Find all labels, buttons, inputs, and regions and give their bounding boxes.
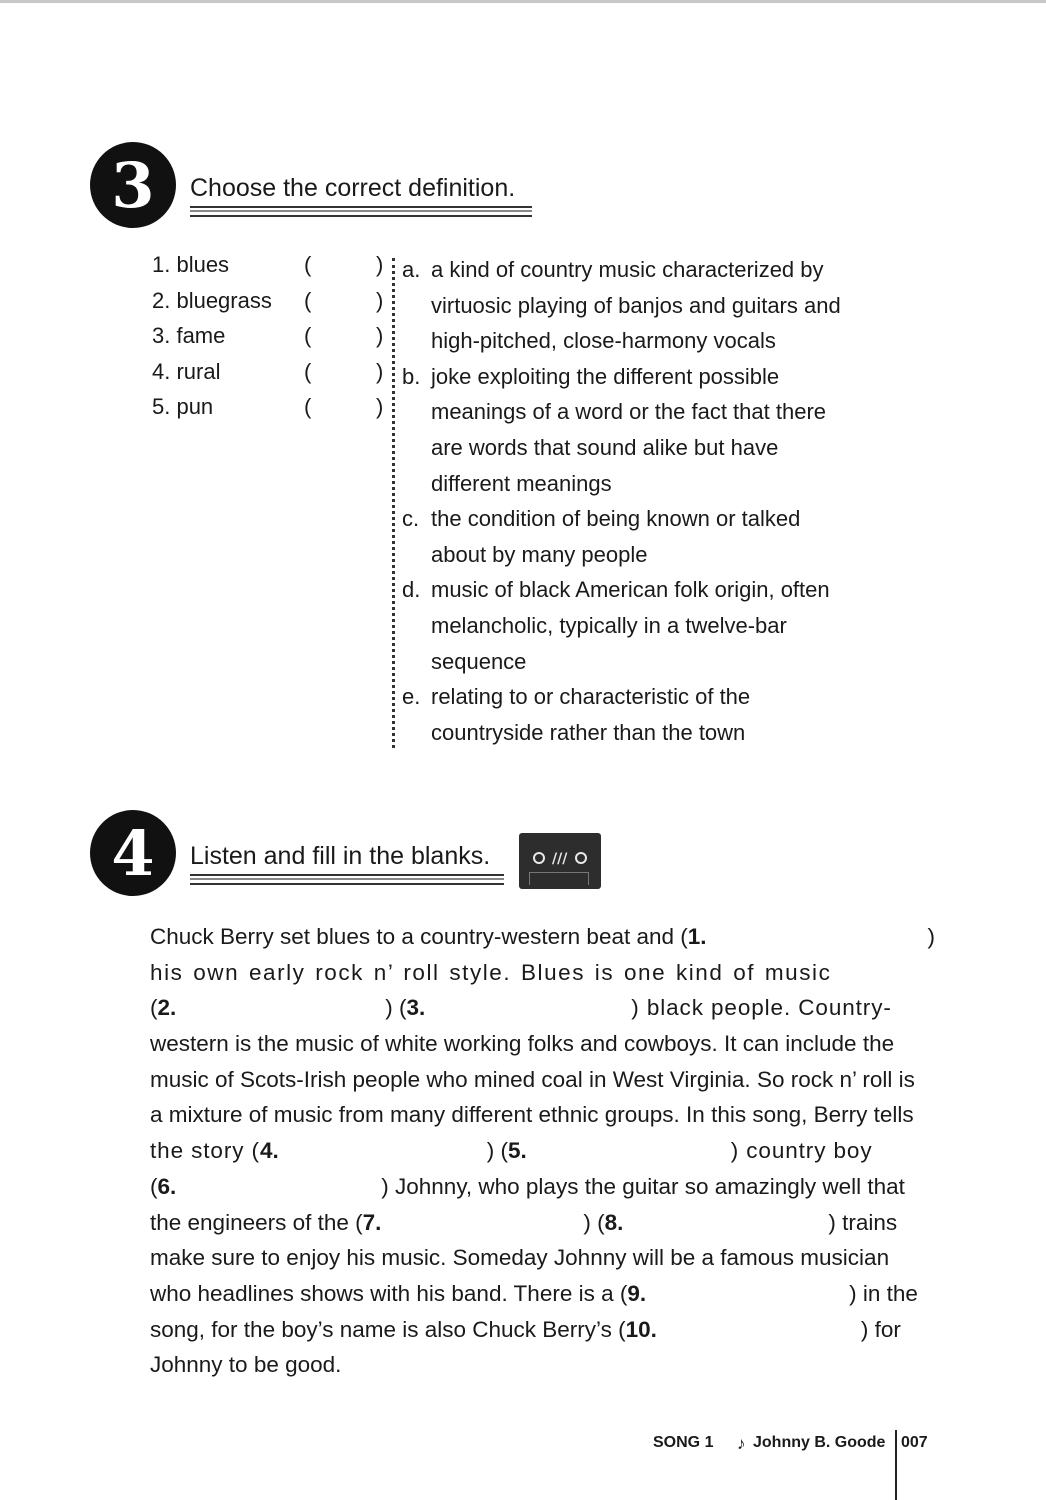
answer-paren-open: ( bbox=[304, 358, 312, 384]
passage-text: ) for bbox=[860, 1316, 901, 1342]
passage-line bbox=[150, 1205, 935, 1241]
passage-text: ) ( bbox=[583, 1209, 605, 1235]
section-4-title-rule bbox=[190, 874, 504, 885]
section-3-badge bbox=[90, 142, 176, 228]
blank-number: 3. bbox=[406, 995, 426, 1021]
answer-paren-open: ( bbox=[304, 252, 312, 277]
passage-line bbox=[150, 1133, 935, 1169]
passage-text: ) country boy bbox=[730, 1138, 873, 1164]
passage-line bbox=[150, 1026, 935, 1062]
section-3-number: 3 bbox=[111, 148, 155, 222]
word-item bbox=[152, 323, 392, 359]
page-number: 007 bbox=[901, 1434, 928, 1451]
music-note-icon: ♪ bbox=[737, 1434, 746, 1453]
definition-line: about by many people bbox=[431, 541, 648, 567]
passage-text: the engineers of the ( bbox=[150, 1209, 363, 1235]
definition-line: meanings of a word or the fact that there bbox=[431, 399, 827, 425]
passage-line bbox=[150, 1240, 935, 1276]
definition-item bbox=[402, 501, 872, 572]
passage-line bbox=[150, 1097, 935, 1133]
word-label: 3. fame bbox=[152, 323, 226, 349]
passage-text: Johnny to be good. bbox=[150, 1352, 342, 1378]
answer-paren-open: ( bbox=[304, 287, 312, 313]
passage-text: ) Johnny, who plays the guitar so amazingly well that bbox=[381, 1173, 905, 1199]
passage-line bbox=[150, 1347, 935, 1383]
passage-text: ) ( bbox=[486, 1138, 508, 1164]
passage-line bbox=[150, 990, 935, 1026]
passage-text: his own early rock n’ roll style. Blues is one kind of music bbox=[150, 959, 832, 985]
answer-paren-close: ) bbox=[376, 323, 384, 349]
passage-text: Chuck Berry set blues to a country-western beat and ( bbox=[150, 924, 688, 949]
section-4-number: 4 bbox=[111, 816, 155, 890]
cassette-lower-panel bbox=[529, 872, 589, 885]
word-label: 4. rural bbox=[152, 358, 221, 384]
blank-number: 9. bbox=[627, 1280, 647, 1306]
answer-paren-close: ) bbox=[376, 394, 384, 420]
blank-space[interactable] bbox=[381, 1205, 583, 1241]
passage-text: song, for the boy’s name is also Chuck Berry’s ( bbox=[150, 1316, 626, 1342]
section-4-title: Listen and fill in the blanks. bbox=[190, 842, 491, 870]
definition-line: music of black American folk origin, often bbox=[431, 577, 830, 603]
passage-line bbox=[150, 955, 935, 991]
passage-text: music of Scots-Irish people who mined coal in West Virginia. So rock n’ roll is bbox=[150, 1066, 915, 1092]
word-label: 1. blues bbox=[152, 252, 230, 277]
section-4-badge bbox=[90, 810, 176, 896]
definition-letter: a. bbox=[402, 257, 421, 282]
definition-item bbox=[402, 679, 872, 750]
answer-paren-close: ) bbox=[376, 252, 384, 277]
definition-letter: c. bbox=[402, 506, 420, 532]
blank-space[interactable] bbox=[646, 1276, 849, 1312]
definition-list bbox=[402, 252, 872, 750]
definition-item bbox=[402, 359, 872, 501]
definition-line: joke exploiting the different possible bbox=[431, 363, 780, 389]
blank-close: ) bbox=[927, 924, 935, 949]
blank-number: 10. bbox=[625, 1316, 657, 1342]
definition-letter: d. bbox=[402, 577, 421, 603]
passage-text: ) in the bbox=[849, 1280, 918, 1306]
definition-line: a kind of country music characterized by bbox=[431, 257, 824, 282]
passage-line bbox=[150, 1276, 935, 1312]
definition-line: the condition of being known or talked bbox=[431, 506, 801, 532]
definition-line: sequence bbox=[431, 648, 527, 674]
blank-number: 2. bbox=[157, 995, 177, 1021]
cassette-tape-window: /// bbox=[552, 851, 568, 867]
blank-number: 4. bbox=[259, 1138, 279, 1164]
definition-line: melancholic, typically in a twelve-bar bbox=[431, 612, 787, 638]
passage-text: the story ( bbox=[150, 1138, 260, 1164]
blank-space[interactable] bbox=[657, 1312, 861, 1348]
section-3-title-rule bbox=[190, 206, 532, 217]
passage-text: western is the music of white working folks and cowboys. It can include the bbox=[150, 1031, 895, 1057]
section-3-title: Choose the correct definition. bbox=[190, 174, 516, 202]
answer-paren-open: ( bbox=[304, 394, 312, 420]
footer-divider bbox=[895, 1430, 897, 1500]
passage-text: ( bbox=[150, 1173, 158, 1199]
word-label: 2. bluegrass bbox=[152, 287, 272, 313]
answer-paren-close: ) bbox=[376, 358, 384, 384]
definition-letter: e. bbox=[402, 684, 421, 710]
answer-paren-open: ( bbox=[304, 323, 312, 349]
word-item bbox=[152, 288, 392, 324]
passage-text: make sure to enjoy his music. Someday Johnny will be a famous musician bbox=[150, 1245, 890, 1271]
blank-number: 7. bbox=[362, 1209, 382, 1235]
blank-space[interactable] bbox=[176, 990, 385, 1026]
blank-space[interactable] bbox=[279, 1133, 487, 1169]
definition-line: different meanings bbox=[431, 470, 612, 496]
footer-song-label: SONG 1 bbox=[653, 1434, 714, 1451]
definition-line: countryside rather than the town bbox=[431, 719, 746, 745]
cassette-reel-right bbox=[575, 852, 587, 864]
definition-line: are words that sound alike but have bbox=[431, 434, 779, 460]
footer-song-title: Johnny B. Goode bbox=[753, 1434, 886, 1451]
dotted-divider bbox=[392, 258, 395, 748]
word-item bbox=[152, 252, 392, 288]
passage-text: ) black people. Country- bbox=[631, 995, 892, 1021]
passage-line bbox=[150, 1312, 935, 1348]
blank-space[interactable] bbox=[425, 990, 631, 1026]
passage-text: ) trains bbox=[828, 1209, 898, 1235]
passage-text: who headlines shows with his band. There is a ( bbox=[150, 1280, 628, 1306]
blank-number: 5. bbox=[507, 1138, 527, 1164]
definition-line: virtuosic playing of banjos and guitars and bbox=[431, 292, 841, 318]
word-item bbox=[152, 394, 392, 430]
cassette-reel-left bbox=[533, 852, 545, 864]
definition-item bbox=[402, 572, 872, 679]
word-item bbox=[152, 359, 392, 395]
definition-line: high-pitched, close-harmony vocals bbox=[431, 328, 776, 354]
blank-number: 6. bbox=[157, 1173, 177, 1199]
definition-item bbox=[402, 252, 872, 359]
answer-paren-close: ) bbox=[376, 287, 384, 313]
definition-letter: b. bbox=[402, 363, 421, 389]
definition-line: relating to or characteristic of the bbox=[431, 684, 751, 710]
blank-space[interactable] bbox=[527, 1133, 731, 1169]
passage-line bbox=[150, 1169, 935, 1205]
fill-in-passage bbox=[150, 919, 935, 1383]
passage-line bbox=[150, 1062, 935, 1098]
blank-space[interactable] bbox=[623, 1205, 828, 1241]
blank-number: 8. bbox=[604, 1209, 624, 1235]
blank-space[interactable] bbox=[176, 1169, 381, 1205]
passage-text: ( bbox=[150, 995, 158, 1021]
word-label: 5. pun bbox=[152, 394, 214, 420]
passage-text: ) ( bbox=[385, 995, 407, 1021]
top-border-line bbox=[0, 0, 1046, 3]
passage-line bbox=[150, 919, 935, 955]
passage-text: a mixture of music from many different ethnic groups. In this song, Berry tells bbox=[150, 1102, 914, 1128]
blank-number: 1. bbox=[687, 924, 707, 949]
cassette-tape-icon[interactable] bbox=[519, 833, 601, 889]
